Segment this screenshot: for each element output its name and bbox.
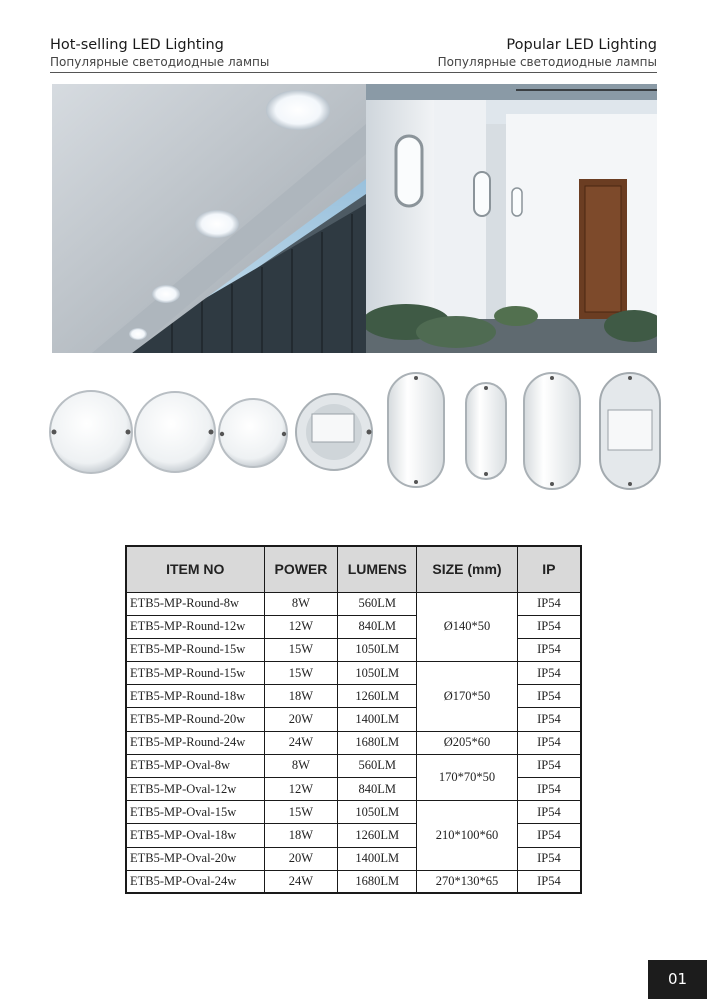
header-right-title: Popular LED Lighting	[506, 37, 657, 53]
item-no: ETB5-MP-Oval-20w	[126, 847, 264, 870]
ip-rating: IP54	[517, 638, 581, 661]
ip-rating: IP54	[517, 778, 581, 801]
size: Ø140*50	[417, 592, 518, 662]
wall-lamps-photo	[366, 84, 657, 353]
table-header-row	[126, 546, 581, 592]
power: 20W	[264, 847, 338, 870]
round-lamp-open	[296, 394, 372, 470]
col-header-ip: IP	[517, 546, 581, 592]
item-no: ETB5-MP-Round-18w	[126, 685, 264, 708]
ip-rating: IP54	[517, 731, 581, 754]
power: 15W	[264, 801, 338, 824]
size: Ø205*60	[417, 731, 518, 754]
item-no: ETB5-MP-Round-8w	[126, 592, 264, 615]
lumens: 560LM	[338, 754, 417, 777]
power: 15W	[264, 662, 338, 685]
round-lamp-large	[50, 391, 132, 473]
item-no: ETB5-MP-Oval-12w	[126, 778, 264, 801]
power: 18W	[264, 685, 338, 708]
oval-lamp-open	[600, 373, 660, 489]
ip-rating: IP54	[517, 801, 581, 824]
col-header-lumens: LUMENS	[338, 546, 417, 592]
col-header-item: ITEM NO	[126, 546, 264, 592]
lumens: 840LM	[338, 778, 417, 801]
table-row	[126, 592, 581, 615]
round-lamp-medium	[135, 392, 215, 472]
size: 170*70*50	[417, 754, 518, 800]
power: 24W	[264, 731, 338, 754]
ip-rating: IP54	[517, 847, 581, 870]
lumens: 840LM	[338, 615, 417, 638]
ip-rating: IP54	[517, 708, 581, 731]
ip-rating: IP54	[517, 662, 581, 685]
oval-lamp-small	[466, 383, 506, 479]
power: 12W	[264, 778, 338, 801]
item-no: ETB5-MP-Round-15w	[126, 662, 264, 685]
round-lamp-small	[219, 399, 287, 467]
col-header-power: POWER	[264, 546, 338, 592]
header-divider	[50, 72, 657, 73]
item-no: ETB5-MP-Round-15w	[126, 638, 264, 661]
col-header-size: SIZE (mm)	[417, 546, 518, 592]
item-no: ETB5-MP-Oval-15w	[126, 801, 264, 824]
item-no: ETB5-MP-Round-20w	[126, 708, 264, 731]
ip-rating: IP54	[517, 685, 581, 708]
table-row	[126, 662, 581, 685]
power: 24W	[264, 870, 338, 893]
oval-lamp-large	[388, 373, 444, 487]
item-no: ETB5-MP-Round-12w	[126, 615, 264, 638]
header-right	[438, 36, 657, 70]
size: Ø170*50	[417, 662, 518, 732]
lumens: 1680LM	[338, 731, 417, 754]
oval-lamp-medium	[524, 373, 580, 489]
page-number: 01	[648, 960, 707, 999]
ip-rating: IP54	[517, 870, 581, 893]
spec-table	[125, 545, 582, 894]
lumens: 1050LM	[338, 662, 417, 685]
lumens: 1260LM	[338, 685, 417, 708]
lumens: 1260LM	[338, 824, 417, 847]
item-no: ETB5-MP-Oval-24w	[126, 870, 264, 893]
item-no: ETB5-MP-Round-24w	[126, 731, 264, 754]
lumens: 1050LM	[338, 801, 417, 824]
item-no: ETB5-MP-Oval-18w	[126, 824, 264, 847]
ip-rating: IP54	[517, 824, 581, 847]
header-left	[50, 36, 269, 70]
lumens: 1050LM	[338, 638, 417, 661]
table-row	[126, 870, 581, 893]
lumens: 1400LM	[338, 708, 417, 731]
ip-rating: IP54	[517, 754, 581, 777]
lumens: 560LM	[338, 592, 417, 615]
table-row	[126, 801, 581, 824]
header-left-subtitle: Популярные светодиодные лампы	[50, 55, 270, 69]
header-left-title: Hot-selling LED Lighting	[50, 37, 224, 53]
size: 270*130*65	[417, 870, 518, 893]
item-no: ETB5-MP-Oval-8w	[126, 754, 264, 777]
power: 20W	[264, 708, 338, 731]
lumens: 1400LM	[338, 847, 417, 870]
power: 8W	[264, 754, 338, 777]
table-row	[126, 731, 581, 754]
power: 15W	[264, 638, 338, 661]
ip-rating: IP54	[517, 615, 581, 638]
power: 8W	[264, 592, 338, 615]
header-right-subtitle: Популярные светодиодные лампы	[437, 55, 657, 69]
ip-rating: IP54	[517, 592, 581, 615]
size: 210*100*60	[417, 801, 518, 871]
power: 12W	[264, 615, 338, 638]
ceiling-lamps-photo	[52, 84, 366, 353]
table-row	[126, 754, 581, 777]
product-lineup	[48, 370, 662, 492]
lumens: 1680LM	[338, 870, 417, 893]
power: 18W	[264, 824, 338, 847]
